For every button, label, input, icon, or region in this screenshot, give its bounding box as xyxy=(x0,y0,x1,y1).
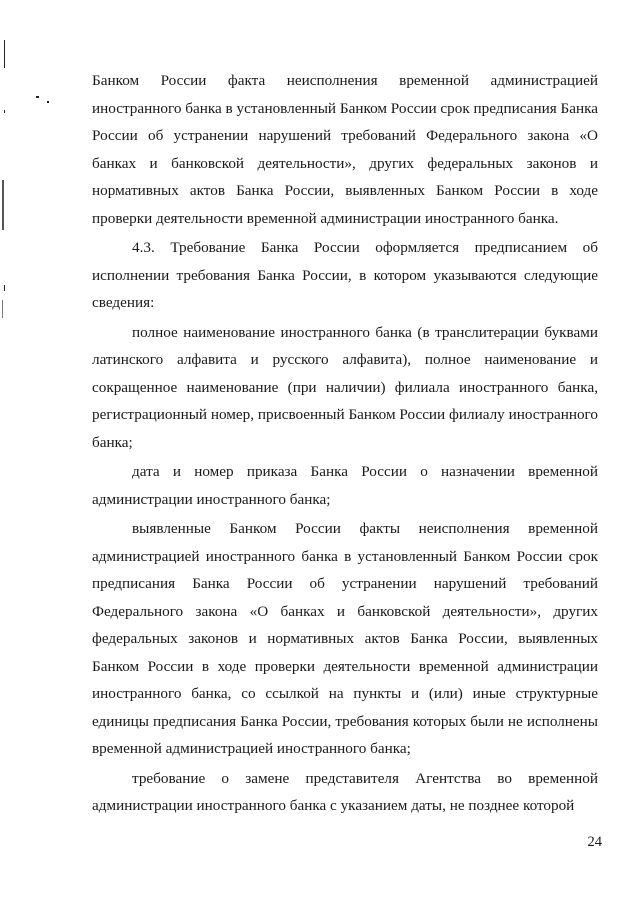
scan-edge-mark xyxy=(2,300,3,318)
document-body xyxy=(92,67,598,820)
scan-edge-mark xyxy=(4,285,5,291)
scan-dot xyxy=(36,96,39,98)
list-item-order-date: дата и номер приказа Банка России о назначении временной администрации иностранного банка; xyxy=(92,463,598,508)
list-item-bank-name: полное наименование иностранного банка (в транслитерации буквами латинского алфавита и русского алфавита), полное наименование и сокращенное наименование (при наличии) филиала иностранного банка, регистрационный номер, присвоенный Банком России филиалу иностранного банка; xyxy=(92,323,598,451)
scan-edge-mark xyxy=(2,180,4,230)
paragraph-continuation: Банком России факта неисполнения временной администрацией иностранного банка в установленный Банком России срок предписания Банка России об устранении нарушений требований Федерального закона «О банках и банковской деятельности», других федеральных законов и нормативных актов Банка России, выявленных Банком России в ходе проверки деятельности временной администрации иностранного банка. xyxy=(92,72,598,227)
scan-edge-mark xyxy=(4,110,5,113)
scan-dot xyxy=(47,101,49,103)
paragraph-clause-4-3: 4.3. Требование Банка России оформляется предписанием об исполнении требования Банка России, в котором указываются следующие сведения: xyxy=(92,239,598,311)
list-item-violations: выявленные Банком России факты неисполнения временной администрацией иностранного банка в установленный Банком России срок предписания Банка России об устранении нарушений требований Федерального закона «О банках и банковской деятельности», других федеральных законов и нормативных актов Банка России, выявленных Банком России в ходе проверки деятельности временной администрации иностранного банка, со ссылкой на пункты и (или) иные структурные единицы предписания Банка России, требования которых были не исполнены временной администрацией иностранного банка; xyxy=(92,520,598,757)
scan-edge-mark xyxy=(4,40,5,68)
page-number: 24 xyxy=(587,834,602,850)
list-item-replacement-requirement: требование о замене представителя Агентства во временной администрации иностранного банка с указанием даты, не позднее которой xyxy=(92,769,598,814)
